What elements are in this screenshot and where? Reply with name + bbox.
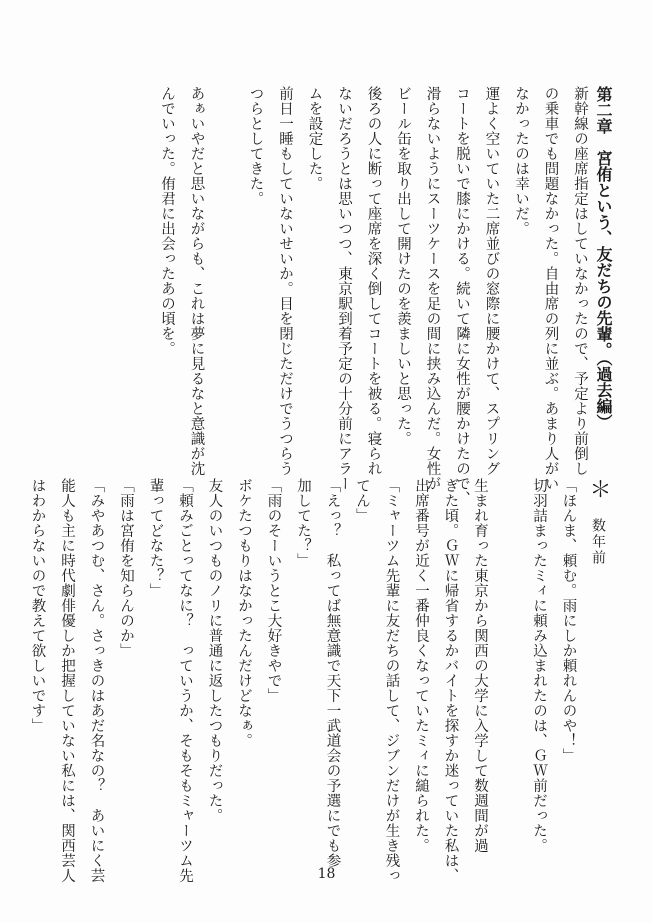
text-line: 友人のいつものノリに普通に返したつもりだった。 [206, 478, 223, 823]
text-line: 輩ってどなた？」 [147, 478, 164, 598]
text-line: 能人も主に時代劇俳優しか把握していない私には、関西芸人 [59, 478, 75, 883]
text-line: んでいった。侑君に出会ったあの頃を。 [159, 86, 175, 356]
text-line: ビール缶を取り出して開けたのを羨ましいと思った。 [395, 86, 411, 446]
text-line: 運よく空いていた二席並びの窓際に腰かけて、スプリング [483, 86, 500, 476]
text-line: なかったのは幸いだ。 [513, 86, 529, 236]
text-line: 新幹線の座席指定はしていなかったので、予定より前倒し [572, 86, 588, 476]
text-line: 「頼みごとってなに？ っていうか、そもそもミャーツム先 [177, 478, 193, 883]
blank-line [211, 86, 241, 91]
text-line: はわからないので教えて欲しいです」 [29, 478, 46, 733]
text-line: 「ほんま、頼む。雨にしか頼れんのや！」 [560, 478, 577, 763]
text-line: 「みやあつむ、さん。さっきのはあだ名なの？ あいにく芸 [88, 478, 105, 883]
text-line: 出席番号が近く一番仲良くなっていたミィに縋られた。 [413, 478, 429, 853]
text-line: ボケたつもりはなかったんだけどなぁ。 [236, 478, 252, 748]
text-line: 前日一睡もしていないせいか。目を閉じただけでうつらう [277, 86, 293, 476]
text-line: 「雨のそーいうとこ大好きやで」 [265, 478, 282, 703]
text-line: 後ろの人に断って座席を深く倒してコートを被る。寝られ [365, 86, 382, 476]
asterisk-mark: ＊ [586, 478, 611, 502]
text-line: ムを設定した。 [306, 86, 323, 191]
text-line: ないだろうとは思いつつ、東京駅到着予定の十分前にアラー [336, 86, 352, 491]
text-line: コートを脱いで膝にかける。続いて隣に女性が腰かけたので、 [454, 86, 470, 506]
page-number: 18 [317, 866, 336, 882]
chapter-title: 第二章 宮侑という、友だちの先輩。（過去編） [594, 86, 613, 430]
text-line: ぎた頃。ＧＷに帰省するかバイトを探すか迷っていた私は、 [442, 478, 459, 883]
blank-line [494, 478, 524, 483]
text-line: てん」 [354, 478, 370, 523]
text-line: 「えっ？ 私ってば無意識で天下一武道会の予選にでも参 [324, 478, 341, 868]
scene-break-marker [583, 478, 614, 818]
text-line: 加してた？」 [295, 478, 311, 568]
text-line: の乗車でも問題なかった。自由席の列に並ぶ。あまり人がい [542, 86, 559, 491]
scene-break-label: 数年前 [590, 518, 606, 566]
text-line: 「雨は宮侑を知らんのか」 [118, 478, 134, 658]
text-line: 滑らないようにスーツケースを足の間に挟み込んだ。女性が [424, 86, 441, 491]
text-line: あぁいやだと思いながらも、これは夢に見るなと意識が沈 [188, 86, 205, 476]
text-line: 切羽詰まったミィに頼み込まれたのは、ＧＷ前だった。 [531, 478, 547, 853]
text-line: 生まれ育った東京から関西の大学に入学して数週間が過 [472, 478, 488, 853]
text-line: つらとしてきた。 [247, 86, 264, 206]
text-line: 「ミャーツム先輩に友だちの話して、ジブンだけが生き残っ [383, 478, 400, 883]
